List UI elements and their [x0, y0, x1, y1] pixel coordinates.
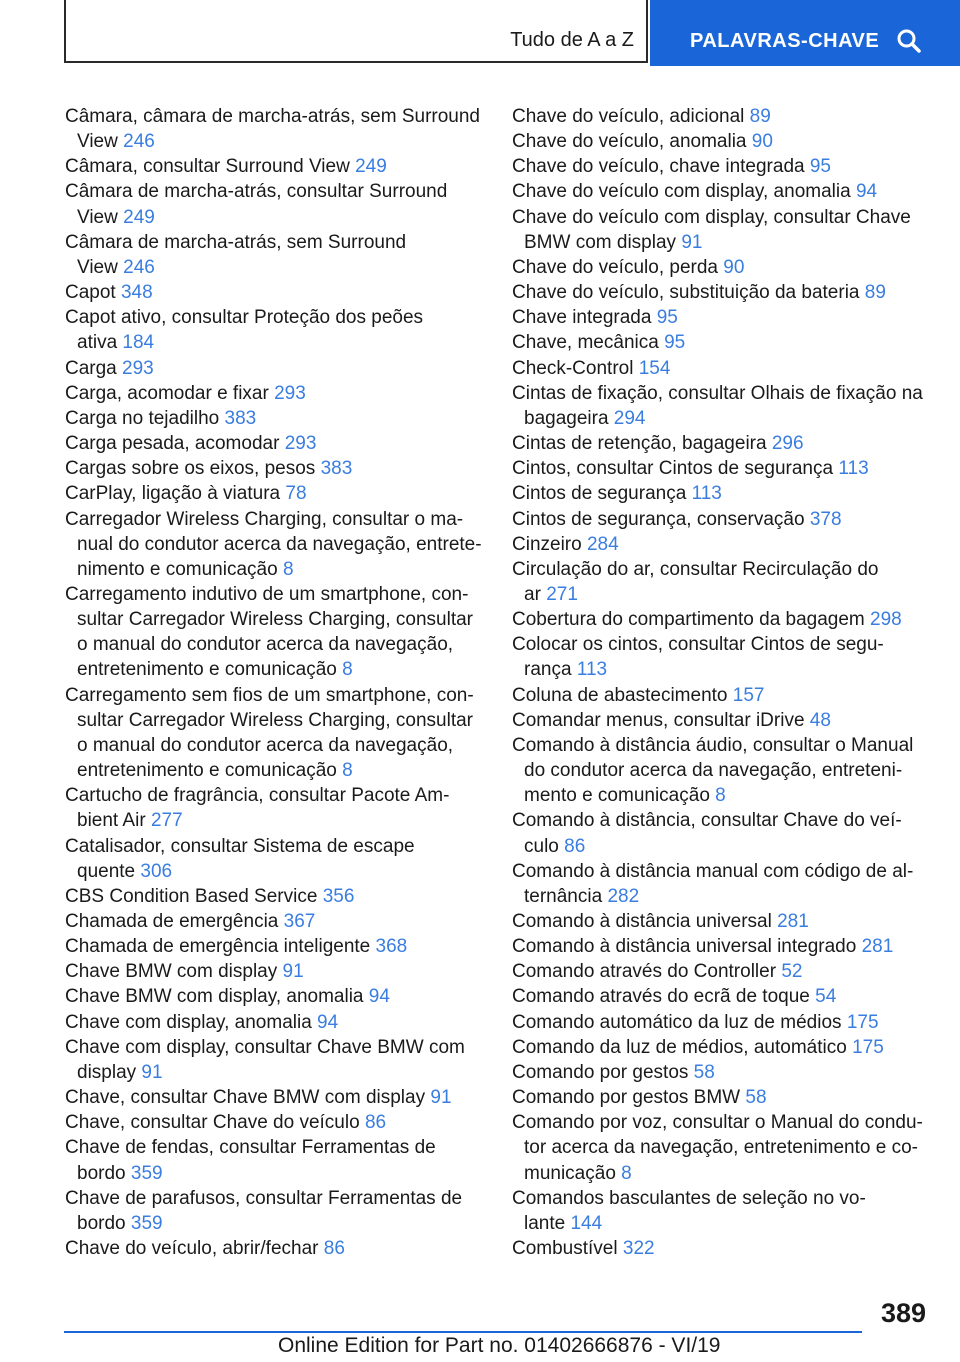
page-reference-link[interactable]: 284 — [586, 533, 619, 555]
index-entry-text: Cargas sobre os eixos, pesos — [65, 458, 321, 480]
page-reference-link[interactable]: 282 — [607, 885, 640, 907]
page-reference-link[interactable]: 78 — [285, 483, 307, 505]
index-entry-text: Chave, consultar Chave do veículo — [65, 1112, 365, 1134]
page-reference-link[interactable]: 91 — [430, 1087, 452, 1109]
index-entry-text: Comandar menus, consultar iDrive — [512, 709, 810, 731]
index-entry — [65, 783, 505, 833]
page-reference-link[interactable]: 356 — [322, 885, 355, 907]
page-reference-link[interactable]: 157 — [732, 684, 765, 706]
index-entry — [512, 984, 942, 1009]
index-entry — [65, 884, 505, 909]
page-reference-link[interactable]: 298 — [870, 609, 902, 631]
index-entry — [512, 557, 942, 607]
index-entry — [65, 381, 505, 406]
page-reference-link[interactable]: 113 — [691, 483, 722, 505]
index-entry — [512, 330, 942, 355]
index-entry-text: Cartucho de fragrância, consultar Pacote Am- bient Air — [65, 785, 450, 832]
index-entry — [512, 909, 942, 934]
index-entry — [65, 1186, 505, 1236]
page-reference-link[interactable]: 89 — [749, 106, 771, 127]
footer-edition: Online Edition for Part no. 01402666876 - VI/19 — [278, 1334, 721, 1357]
index-entry — [512, 683, 942, 708]
index-entry-text: Cintas de retenção, bagageira — [512, 433, 772, 455]
index-entry — [512, 1035, 942, 1060]
index-entry — [65, 959, 505, 984]
page-reference-link[interactable]: 91 — [282, 961, 304, 983]
page-reference-link[interactable]: 58 — [745, 1087, 767, 1109]
index-entry-text: Chave com display, consultar Chave BMW com display — [65, 1036, 465, 1083]
page-reference-link[interactable]: 8 — [621, 1162, 632, 1184]
page-reference-link[interactable]: 86 — [564, 835, 586, 857]
index-entry — [512, 179, 942, 204]
index-entry-text: Cobertura do compartimento da bagagem — [512, 609, 871, 631]
page-reference-link[interactable]: 294 — [613, 407, 646, 429]
index-entry — [512, 708, 942, 733]
index-entry-text: Câmara de marcha-atrás, sem Surround View — [65, 231, 407, 278]
index-entry — [65, 1135, 505, 1185]
page-reference-link[interactable]: 89 — [864, 282, 886, 304]
page-reference-link[interactable]: 113 — [838, 458, 869, 480]
index-entry-text: Comando por voz, consultar o Manual do condu- tor acerca da navegação, entretenimento e co- municação — [512, 1112, 923, 1184]
page-reference-link[interactable]: 144 — [570, 1212, 603, 1234]
index-entry — [65, 683, 505, 784]
page-reference-link[interactable]: 348 — [120, 282, 153, 304]
page-reference-link[interactable]: 359 — [130, 1212, 163, 1234]
page-reference-link[interactable]: 94 — [317, 1011, 339, 1033]
index-entry — [512, 808, 942, 858]
page-reference-link[interactable]: 95 — [664, 332, 686, 354]
index-entry — [512, 959, 942, 984]
page-reference-link[interactable]: 8 — [342, 659, 353, 681]
index-entry-text: Comando por gestos — [512, 1061, 694, 1083]
index-entry — [65, 909, 505, 934]
page-reference-link[interactable]: 271 — [546, 583, 578, 605]
page-number: 389 — [880, 1298, 926, 1328]
index-entry-text: Chamada de emergência — [65, 911, 284, 932]
index-entry-text: Combustível — [512, 1238, 623, 1260]
index-entry-text: Comando através do Controller — [512, 961, 782, 983]
index-entry — [512, 607, 942, 632]
index-entry-text: Comando à distância áudio, consultar o Manual do condutor acerca da navegação, entreteni- mento e comunicação — [512, 734, 914, 807]
index-entry — [512, 481, 942, 506]
index-entry — [65, 356, 505, 381]
page-reference-link[interactable]: 94 — [368, 986, 390, 1008]
index-entry — [512, 1060, 942, 1085]
index-entry — [65, 1085, 505, 1110]
index-entry-text: Câmara, câmara de marcha-atrás, sem Surround View — [65, 106, 480, 153]
index-entry-text: Câmara de marcha-atrás, consultar Surround View — [65, 181, 448, 228]
index-entry — [512, 305, 942, 330]
index-entry-text: Capot ativo, consultar Proteção dos peões ativa — [65, 307, 424, 354]
index-entry-text: Chave do veículo, anomalia — [512, 131, 752, 153]
index-entry — [65, 305, 505, 355]
keywords-tab[interactable] — [650, 0, 960, 66]
index-entry — [512, 381, 942, 431]
index-entry-text: Cinzeiro — [512, 533, 587, 555]
index-entry-text: Colocar os cintos, consultar Cintos de segu- rança — [512, 634, 884, 681]
page-reference-link[interactable]: 90 — [751, 131, 773, 153]
page-header — [0, 0, 960, 66]
index-entry-text: Comandos basculantes de seleção no vo- lante — [512, 1187, 866, 1234]
index-entry — [65, 1010, 505, 1035]
index-entry-text: Chave de fendas, consultar Ferramentas de bordo — [65, 1137, 436, 1184]
page-reference-link[interactable]: 58 — [693, 1061, 715, 1083]
index-entry — [512, 532, 942, 557]
page-reference-link[interactable]: 359 — [130, 1162, 163, 1184]
page-reference-link[interactable]: 154 — [638, 357, 671, 379]
index-entry — [512, 280, 942, 305]
index-entry-text: Chave, mecânica — [512, 332, 665, 354]
index-entry — [65, 1236, 505, 1261]
keywords-tab-label: PALAVRAS-CHAVE — [690, 30, 880, 52]
index-entry — [512, 859, 942, 909]
page-reference-link[interactable]: 293 — [284, 433, 317, 455]
index-column-right — [512, 104, 942, 1261]
index-entry-text: Carga — [65, 357, 123, 379]
index-entry-text: Cintos, consultar Cintos de segurança — [512, 458, 839, 480]
index-entry — [512, 431, 942, 456]
index-entry — [65, 230, 505, 280]
index-entry — [512, 129, 942, 154]
index-entry-text: Chave do veículo com display, consultar Chave BMW com display — [512, 206, 911, 253]
index-entry-text: Cintos de segurança, conservação — [512, 508, 810, 530]
index-entry-text: Comando por gestos BMW — [512, 1087, 746, 1109]
index-entry-text: Chave BMW com display, anomalia — [65, 986, 369, 1008]
index-entry — [512, 356, 942, 381]
index-entry-text: Chave integrada — [512, 307, 657, 329]
index-entry-text: Chave do veículo, substituição da bateria — [512, 282, 865, 304]
index-entry-text: Chave do veículo, chave integrada — [512, 156, 810, 178]
index-entry — [65, 179, 505, 229]
page-reference-link[interactable]: 277 — [150, 810, 183, 832]
index-entry — [512, 1010, 942, 1035]
index-entry — [512, 507, 942, 532]
page-reference-link[interactable]: 184 — [122, 332, 155, 354]
index-entry-text: Carregamento indutivo de um smartphone, con- sultar Carregador Wireless Charging, consultar o manual do condutor acerca da navegação, entretenimento e comunicação — [65, 583, 473, 681]
page-reference-link[interactable]: 8 — [342, 760, 353, 782]
page-reference-link[interactable]: 383 — [320, 458, 353, 480]
index-entry-text: Comando à distância, consultar Chave do veí- culo — [512, 810, 902, 857]
page-reference-link[interactable]: 90 — [723, 256, 745, 278]
page-reference-link[interactable]: 296 — [771, 433, 804, 455]
footer-divider — [64, 1331, 862, 1333]
index-entry-text: Capot — [65, 282, 121, 304]
page-reference-link[interactable]: 246 — [123, 256, 155, 278]
index-entry-text: Coluna de abastecimento — [512, 684, 733, 706]
index-entry-text: Cintas de fixação, consultar Olhais de fixação na bagageira — [512, 382, 923, 429]
page-reference-link[interactable]: 95 — [809, 156, 831, 178]
search-icon[interactable] — [896, 28, 922, 54]
page-reference-link[interactable]: 368 — [375, 936, 408, 958]
index-entry — [65, 1035, 505, 1085]
page-reference-link[interactable]: 91 — [681, 231, 703, 253]
page-reference-link[interactable]: 95 — [656, 307, 678, 329]
page-reference-link[interactable]: 175 — [852, 1036, 884, 1058]
page-reference-link[interactable]: 322 — [622, 1238, 655, 1260]
index-entry-text: Chave do veículo, perda — [512, 256, 724, 278]
index-entry-text: Carga pesada, acomodar — [65, 433, 285, 455]
index-entry-text: Carregamento sem fios de um smartphone, con- sultar Carregador Wireless Charging, consultar o manual do condutor acerca da navegação, entretenimento e comunicação — [65, 684, 474, 782]
index-entry — [65, 406, 505, 431]
index-entry-text: Catalisador, consultar Sistema de escape quente — [65, 835, 415, 882]
index-column-left — [65, 104, 505, 1261]
index-entry-text: Chamada de emergência inteligente — [65, 936, 376, 958]
index-entry-text: Carga, acomodar e fixar — [65, 382, 275, 404]
page-reference-link[interactable]: 113 — [576, 659, 608, 681]
index-entry — [512, 456, 942, 481]
page-reference-link[interactable]: 306 — [140, 860, 173, 882]
index-entry-text: CarPlay, ligação à viatura — [65, 483, 286, 505]
index-entry-text: Chave BMW com display — [65, 961, 283, 983]
index-entry-text: Câmara, consultar Surround View — [65, 156, 356, 178]
page-reference-link[interactable]: 246 — [123, 131, 155, 153]
index-entry-text: Carregador Wireless Charging, consultar o ma- nual do condutor acerca da navegação, entrete- nimento e comunicação — [65, 508, 482, 580]
index-entry — [512, 1085, 942, 1110]
index-entry-text: Comando à distância universal — [512, 911, 778, 932]
section-tab-label: Tudo de A a Z — [510, 29, 634, 51]
index-entry — [65, 582, 505, 683]
index-entry-text: Chave do veículo com display, anomalia — [512, 181, 856, 203]
index-entry — [65, 481, 505, 506]
index-entry-text: Chave do veículo, abrir/fechar — [65, 1238, 324, 1260]
index-entry-text: Carga no tejadilho — [65, 407, 225, 429]
index-entry — [65, 154, 505, 179]
index-entry-text: Comando automático da luz de médios — [512, 1011, 847, 1033]
index-entry — [65, 1110, 505, 1135]
index-entry — [65, 834, 505, 884]
index-entry — [512, 255, 942, 280]
index-entry — [512, 1236, 942, 1261]
index-entry-text: Circulação do ar, consultar Recirculação do ar — [512, 558, 879, 605]
page-reference-link[interactable]: 367 — [283, 911, 316, 932]
index-entry — [65, 280, 505, 305]
page-reference-link[interactable]: 281 — [861, 936, 894, 958]
page-reference-link[interactable]: 86 — [364, 1112, 387, 1134]
page-reference-link[interactable]: 94 — [855, 181, 878, 203]
index-entry-text: Check-Control — [512, 357, 639, 379]
index-entry — [512, 934, 942, 959]
section-tab[interactable] — [64, 0, 648, 63]
page-reference-link[interactable]: 8 — [715, 785, 726, 807]
index-entry — [65, 984, 505, 1009]
index-entry — [512, 1186, 942, 1236]
index-entry — [65, 104, 505, 154]
index-entry — [65, 431, 505, 456]
index-entry — [512, 205, 942, 255]
page-reference-link[interactable]: 52 — [781, 961, 803, 983]
page-reference-link[interactable]: 249 — [123, 206, 155, 228]
page-reference-link[interactable]: 293 — [122, 357, 154, 379]
page-reference-link[interactable]: 48 — [809, 709, 831, 731]
index-entry-text: Chave, consultar Chave BMW com display — [65, 1087, 431, 1109]
index-entry-text: Chave do veículo, adicional — [512, 106, 750, 127]
index-entry-text: Cintos de segurança — [512, 483, 692, 505]
page-reference-link[interactable]: 378 — [809, 508, 842, 530]
index-entry-text: Comando à distância manual com código de al- ternância — [512, 860, 914, 907]
index-entry — [65, 456, 505, 481]
index-entry-text: Comando através do ecrã de toque — [512, 986, 816, 1008]
index-entry-text: Comando da luz de médios, automático — [512, 1036, 853, 1058]
page-reference-link[interactable]: 91 — [141, 1061, 163, 1083]
index-entry-text: Comando à distância universal integrado — [512, 936, 862, 958]
index-entry — [65, 507, 505, 582]
index-entry — [65, 934, 505, 959]
page-reference-link[interactable]: 86 — [323, 1238, 345, 1260]
index-entry-text: Chave com display, anomalia — [65, 1011, 318, 1033]
page-reference-link[interactable]: 8 — [282, 558, 294, 580]
index-entry-text: Chave de parafusos, consultar Ferramentas de bordo — [65, 1187, 463, 1234]
index-entry-text: CBS Condition Based Service — [65, 885, 323, 907]
page-reference-link[interactable]: 293 — [274, 382, 306, 404]
page-reference-link[interactable]: 249 — [355, 156, 387, 178]
page-reference-link[interactable]: 383 — [224, 407, 257, 429]
index-entry — [512, 1110, 942, 1185]
index-entry — [512, 733, 942, 808]
page-reference-link[interactable]: 175 — [846, 1011, 879, 1033]
index-entry — [512, 104, 942, 129]
page-reference-link[interactable]: 54 — [815, 986, 837, 1008]
index-entry — [512, 632, 942, 682]
index-entry — [512, 154, 942, 179]
page-reference-link[interactable]: 281 — [777, 911, 809, 932]
